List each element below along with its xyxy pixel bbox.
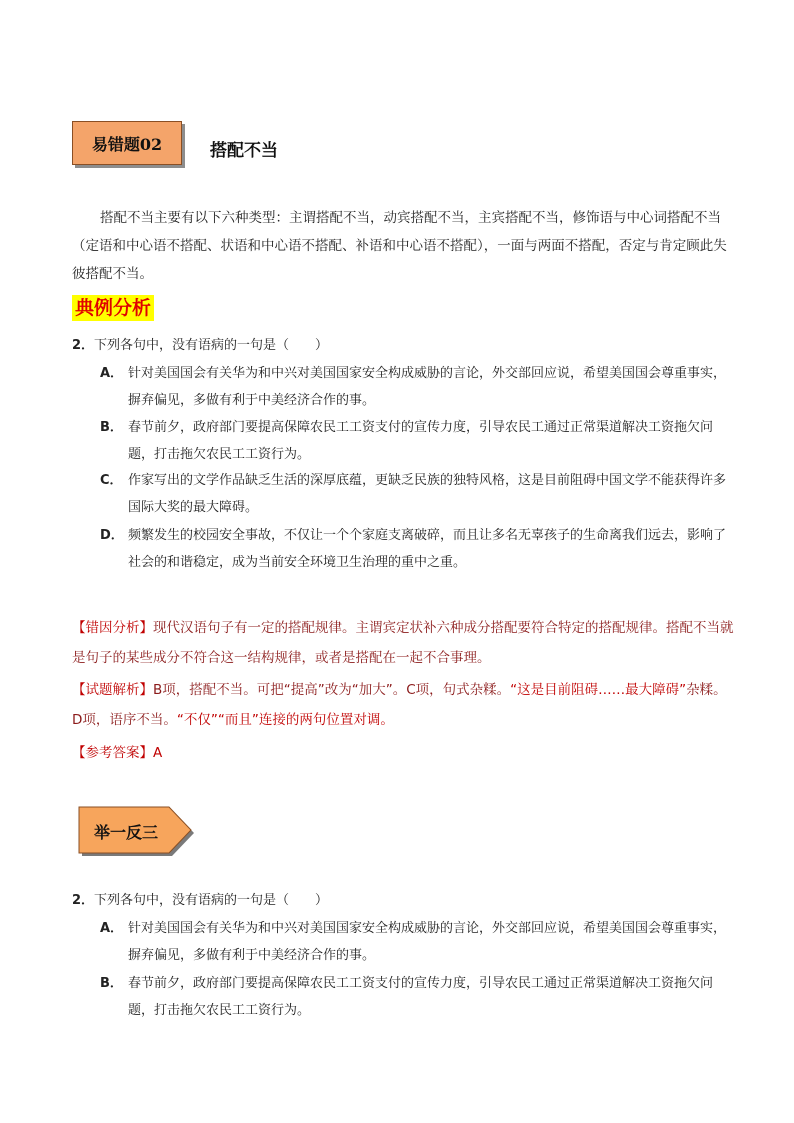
question-1-option-a — [100, 360, 736, 414]
option-label: A． — [100, 366, 124, 381]
solution-text-4: “不仅”“而且”连接的两句位置对调。 — [176, 712, 394, 728]
option-label: B． — [100, 976, 123, 991]
answer-text: A — [153, 745, 163, 761]
option-text: 针对美国国会有关华为和中兴对美国国家安全构成威胁的言论，外交部回应说，希望美国国会尊重事实，摒弃偏见，多做有利于中美经济合作的事。 — [128, 921, 727, 963]
option-text: 春节前夕，政府部门要提高保障农民工工资支付的宣传力度，引导农民工通过正常渠道解决工资拖欠问题，打击拖欠农民工工资行为。 — [128, 420, 714, 462]
solution-text-2: “这是目前阻碍……最大障碍” — [510, 682, 687, 698]
question-1-stem — [72, 333, 737, 358]
question-1-option-d — [100, 522, 736, 576]
error-cause-analysis — [72, 613, 736, 673]
question-stem: 下列各句中，没有语病的一句是（ ） — [94, 893, 329, 908]
practice-tag-label: 举一反三 — [93, 822, 158, 842]
solution-label: 【试题解析】 — [72, 682, 153, 698]
option-text: 频繁发生的校园安全事故，不仅让一个个家庭支离破碎，而且让多名无辜孩子的生命离我们远去，影响了社会的和谐稳定，成为当前安全环境卫生治理的重中之重。 — [128, 528, 727, 570]
question-stem: 下列各句中，没有语病的一句是（ ） — [94, 338, 329, 353]
option-text: 作家写出的文学作品缺乏生活的深厚底蕴，更缺乏民族的独特风格，这是目前阻碍中国文学不能获得许多国际大奖的最大障碍。 — [128, 473, 727, 515]
solution-text-3: 杂糅。D项，语序不当。 — [72, 682, 727, 728]
question-1-option-b — [100, 414, 736, 468]
cause-text: 现代汉语句子有一定的搭配规律。主谓宾定状补六种成分搭配要符合特定的搭配规律。搭配不当就是句子的某些成分不符合这一结构规律，或者是搭配在一起不合事理。 — [72, 620, 734, 666]
question-2-stem — [72, 888, 737, 913]
reference-answer — [72, 738, 736, 768]
question-2-option-a — [100, 915, 736, 969]
question-number: 2． — [72, 338, 95, 353]
section-title: 搭配不当 — [210, 141, 278, 161]
mistake-tag: 易错题02 — [72, 121, 182, 165]
solution-text-1: B项，搭配不当。可把“提高”改为“加大”。C项，句式杂糅。 — [153, 682, 511, 698]
solution-analysis — [72, 675, 736, 735]
option-text: 春节前夕，政府部门要提高保障农民工工资支付的宣传力度，引导农民工通过正常渠道解决工资拖欠问题，打击拖欠农民工工资行为。 — [128, 976, 714, 1018]
option-label: D． — [100, 528, 124, 543]
intro-paragraph: 搭配不当主要有以下六种类型：主谓搭配不当，动宾搭配不当，主宾搭配不当，修饰语与中心词搭配不当（定语和中心语不搭配、状语和中心语不搭配、补语和中心语不搭配），一面与两面不搭配，否定与肯定顾此失彼搭配不当。 — [72, 210, 727, 282]
question-2-option-b — [100, 970, 736, 1024]
question-1-option-c — [100, 467, 736, 521]
example-heading: 典例分析 — [72, 295, 154, 321]
cause-label: 【错因分析】 — [72, 620, 153, 636]
option-label: A． — [100, 921, 124, 936]
question-number: 2． — [72, 893, 95, 908]
option-label: B． — [100, 420, 123, 435]
option-text: 针对美国国会有关华为和中兴对美国国家安全构成威胁的言论，外交部回应说，希望美国国会尊重事实，摒弃偏见，多做有利于中美经济合作的事。 — [128, 366, 727, 408]
option-label: C． — [100, 473, 123, 488]
practice-tag — [78, 806, 196, 856]
answer-label: 【参考答案】 — [72, 745, 153, 761]
